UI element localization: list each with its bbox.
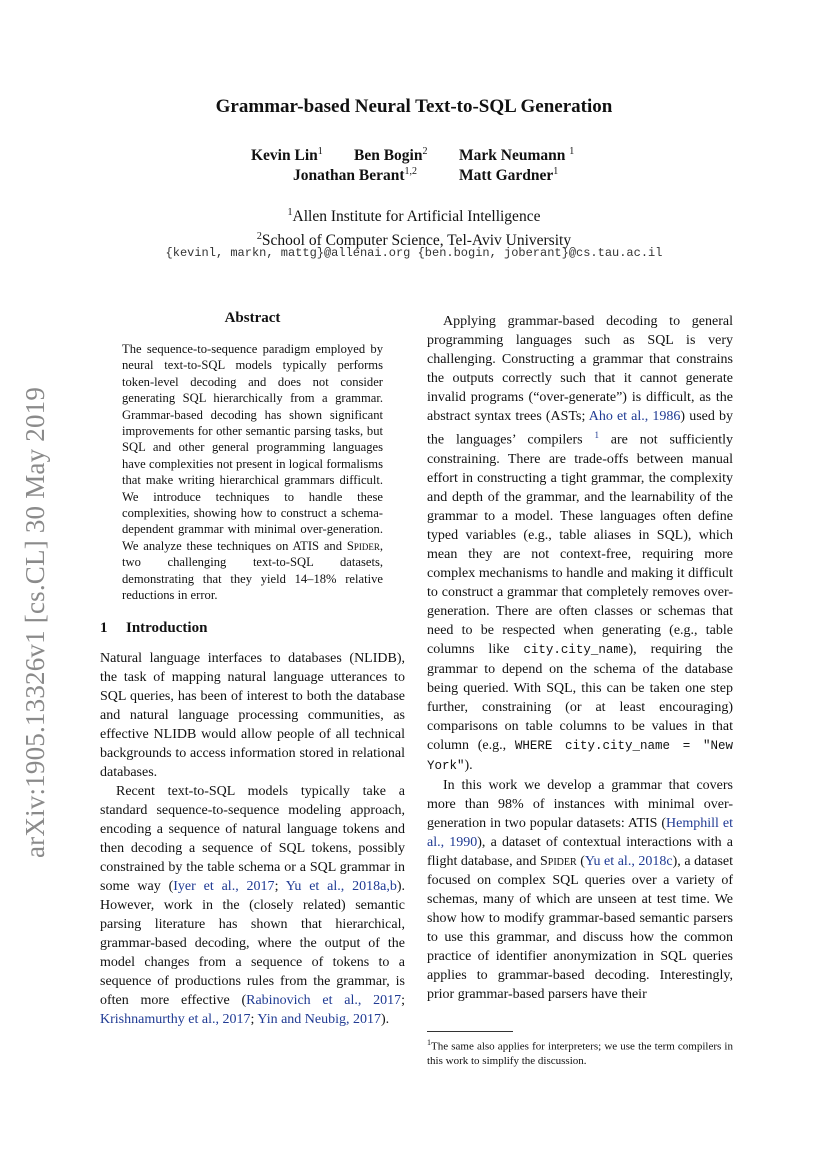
footnote: $^1$The same also applies for interpreters; we use the term compilers in this work to simplify the discussion. (427, 1038, 733, 1067)
left-column (100, 310, 405, 1029)
affiliation: $^1$Allen Institute for Artificial Intelligence (287, 207, 541, 226)
section-heading-introduction: 1 Introduction (100, 619, 208, 636)
inline-code: city.city_name (523, 642, 629, 657)
author-block (0, 146, 828, 186)
footnote-divider (427, 1031, 513, 1032)
footnote-ref[interactable]: 1 (594, 430, 599, 440)
author: Kevin Lin$^1$ (251, 146, 323, 165)
author-emails: {kevinl, markn, mattg}@allenai.org {ben.bogin, joberant}@cs.tau.ac.il (165, 246, 663, 260)
abstract-text: The sequence-to-sequence paradigm employed by neural text-to-SQL models typically performs token-level decoding and does not consider generating SQL hierarchically from a grammar. Grammar-based decoding has shown significant improvements for other semantic parsing tasks, but SQL and other general programming languages have complexities not present in logical formalisms that make writing hierarchical grammars difficult. We introduce techniques to handle these complexities, showing how to construct a schema-dependent grammar with minimal over-generation. We analyze these techniques on ATIS and Spider, two challenging text-to-SQL datasets, demonstrating that they yield 14–18% relative reductions in error. (122, 342, 383, 603)
citation-link[interactable]: Hemphill et al., 1990 (427, 815, 733, 850)
inline-code: WHERE city.city_name = "New York" (427, 738, 733, 773)
citation-link[interactable]: Yu et al., 2018a,b (285, 878, 397, 894)
author: Matt Gardner$^1$ (459, 166, 559, 185)
arxiv-side-stamp: arXiv:1905.13326v1 [cs.CL] 30 May 2019 (20, 386, 50, 858)
intro-paragraph-1: Natural language interfaces to databases (NLIDB), the task of mapping natural language utterances to SQL queries, has been of interest to both the database and natural language processing communities, as effective NLIDB would allow people of all technical backgrounds to access information stored in relational databases. (100, 650, 405, 780)
citation-link[interactable]: Yin and Neubig, 2017 (257, 1011, 382, 1027)
abstract-heading: Abstract (224, 310, 281, 326)
citation-link[interactable]: Aho et al., 1986 (588, 409, 681, 424)
author: Jonathan Berant$^{1,2}$ (293, 166, 418, 185)
affiliation: $^2$School of Computer Science, Tel-Aviv University (256, 231, 572, 250)
citation-link[interactable]: Yu et al., 2018c (584, 853, 673, 869)
author: Ben Bogin$^2$ (354, 146, 428, 165)
citation-link[interactable]: Rabinovich et al., 2017 (246, 992, 402, 1008)
body-paragraph-1: Applying grammar-based decoding to general programming languages such as SQL is very challenging. Constructing a grammar that constrains the outputs correctly such that it cannot generate invalid programs (“over-generate”) is difficult, as the abstract syntax trees (ASTs; Aho et al., 1986) used by the languages’ compilers $^1$ are not sufficiently constraining. There are trade-offs between manual effort in constructing a tight grammar, the complexity and depth of the grammar, and the learnability of the grammar to a model. These languages often define typed variables (e.g., table aliases in SQL), which mean they are not context-free, requiring more complex mechanisms to handle and making it difficult to construct a grammar that completely removes over-generation. There are often classes or schemas that need to be respected when generating (e.g., table columns like city.city_name), requiring the grammar to depend on the schema of the database being queried. With SQL, this can be taken one step further, constraining (or at least encouraging) comparisons on table columns to be values in that column (e.g., WHERE city.city_name = "New York"). (427, 314, 733, 773)
affiliations (0, 203, 828, 251)
intro-paragraph-2: Recent text-to-SQL models typically take a standard sequence-to-sequence modeling approach, encoding a sequence of natural language tokens and then decoding a sequence of SQL tokens, possibly constrained by the table schema or a SQL grammar in some way (Iyer et al., 2017; Yu et al., 2018a,b). However, work in the (closely related) semantic parsing literature has shown that hierarchical, grammar-based decoding, where the output of the model changes from a sequence of tokens to a sequence of productions rules from the grammar, is often more effective (Rabinovich et al., 2017; Krishnamurthy et al., 2017; Yin and Neubig, 2017). (100, 783, 406, 1027)
paper-title: Grammar-based Neural Text-to-SQL Generation (215, 96, 613, 117)
author: Mark Neumann $^1$ (459, 146, 575, 165)
citation-link[interactable]: Krishnamurthy et al., 2017 (100, 1011, 251, 1027)
citation-link[interactable]: Iyer et al., 2017 (173, 878, 275, 894)
body-paragraph-2: In this work we develop a grammar that covers more than 98% of instances with minimal over-generation in two popular datasets: ATIS (Hemphill et al., 1990), a dataset of contextual interactions with a flight database, and Spider (Yu et al., 2018c), a dataset focused on complex SQL queries over a variety of schemas, many of which are unseen at test time. We show how to modify grammar-based semantic parsers to use this grammar, and discuss how the common practice of identifier anonymization in SQL queries applies to grammar-based decoding. Interestingly, prior grammar-based parsers have their (427, 777, 734, 1002)
right-column (427, 312, 733, 1004)
